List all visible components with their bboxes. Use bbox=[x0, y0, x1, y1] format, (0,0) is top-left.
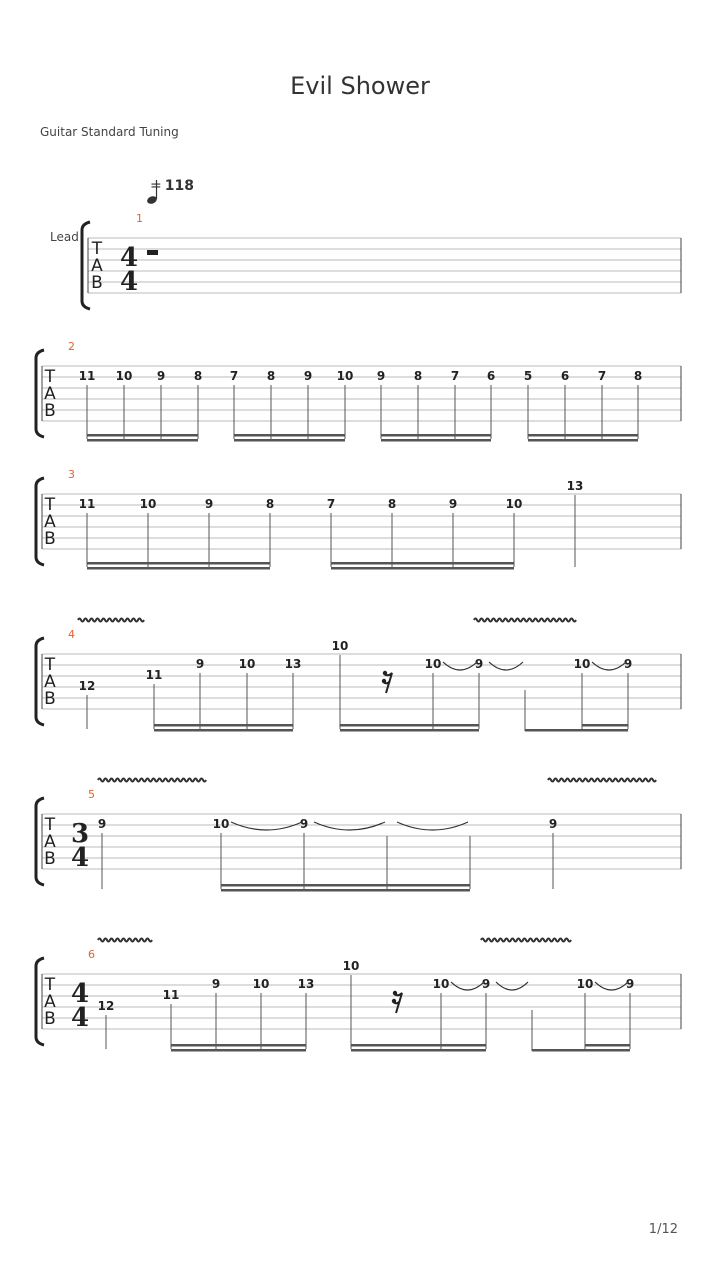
tempo-equals: = bbox=[150, 178, 162, 194]
fret-number: 13 bbox=[284, 657, 302, 671]
tab-letter: B bbox=[44, 401, 56, 421]
beam-secondary bbox=[171, 1049, 306, 1052]
fret-number: 9 bbox=[211, 977, 221, 991]
fret-number: 10 bbox=[342, 959, 360, 973]
beam-primary bbox=[87, 434, 198, 437]
tab-letter: B bbox=[44, 849, 56, 869]
vibrato-mark bbox=[481, 939, 571, 942]
fret-number: 9 bbox=[481, 977, 491, 991]
measure-number: 3 bbox=[68, 468, 75, 481]
system-bracket bbox=[36, 798, 44, 885]
time-sig-top: 4 bbox=[70, 979, 90, 1009]
fret-number: 10 bbox=[115, 369, 133, 383]
tab-letter: A bbox=[44, 384, 56, 404]
fret-number: 10 bbox=[331, 639, 349, 653]
rest-dot bbox=[393, 991, 397, 995]
fret-number: 12 bbox=[78, 679, 96, 693]
tab-letter: B bbox=[44, 529, 56, 549]
system-bracket bbox=[36, 958, 44, 1045]
fret-number: 9 bbox=[303, 369, 313, 383]
beam-secondary bbox=[381, 439, 491, 442]
measure-number: 4 bbox=[68, 628, 75, 641]
beam-primary bbox=[381, 434, 491, 437]
measure-number: 1 bbox=[136, 212, 143, 225]
fret-number: 9 bbox=[204, 497, 214, 511]
song-title: Evil Shower bbox=[290, 72, 430, 100]
system-bracket bbox=[82, 222, 90, 309]
fret-number: 10 bbox=[432, 977, 450, 991]
tab-letter: A bbox=[44, 992, 56, 1012]
beam-primary bbox=[154, 724, 293, 727]
tie-arc bbox=[595, 982, 628, 990]
fret-number: 11 bbox=[162, 988, 180, 1002]
track-label: Lead bbox=[50, 230, 79, 244]
fret-number: 10 bbox=[238, 657, 256, 671]
fret-number: 8 bbox=[193, 369, 203, 383]
beam-primary bbox=[234, 434, 345, 437]
tab-letter: A bbox=[44, 512, 56, 532]
page-number: 1/12 bbox=[648, 1222, 678, 1237]
tab-letter: T bbox=[44, 815, 56, 835]
fret-number: 5 bbox=[523, 369, 533, 383]
tab-letter: B bbox=[44, 689, 56, 709]
fret-number: 11 bbox=[78, 497, 96, 511]
fret-number: 11 bbox=[145, 668, 163, 682]
fret-number: 7 bbox=[450, 369, 460, 383]
vibrato-mark bbox=[98, 779, 206, 782]
beam-primary bbox=[87, 562, 270, 565]
beam-primary bbox=[528, 434, 638, 437]
tie-arc bbox=[496, 982, 528, 990]
tab-letter: T bbox=[44, 655, 56, 675]
fret-number: 12 bbox=[97, 999, 115, 1013]
tie-arc bbox=[231, 822, 302, 830]
fret-number: 10 bbox=[424, 657, 442, 671]
fret-number: 10 bbox=[573, 657, 591, 671]
vibrato-mark bbox=[98, 939, 152, 942]
beam-secondary bbox=[234, 439, 345, 442]
time-sig-top: 4 bbox=[119, 243, 139, 273]
fret-number: 10 bbox=[252, 977, 270, 991]
vibrato-mark bbox=[474, 619, 576, 622]
fret-number: 13 bbox=[566, 479, 584, 493]
tab-letter: T bbox=[44, 367, 56, 387]
beam-secondary bbox=[87, 439, 198, 442]
fret-number: 13 bbox=[297, 977, 315, 991]
time-sig-bottom: 4 bbox=[70, 843, 90, 873]
rest-dot bbox=[382, 679, 386, 683]
time-sig-bottom: 4 bbox=[119, 267, 139, 297]
fret-number: 10 bbox=[212, 817, 230, 831]
fret-number: 10 bbox=[505, 497, 523, 511]
fret-number: 9 bbox=[625, 977, 635, 991]
fret-number: 10 bbox=[139, 497, 157, 511]
time-sig-top: 3 bbox=[70, 819, 90, 849]
beam-primary bbox=[221, 884, 470, 887]
fret-number: 9 bbox=[376, 369, 386, 383]
tempo-value: 118 bbox=[164, 178, 194, 194]
fret-number: 7 bbox=[229, 369, 239, 383]
fret-number: 8 bbox=[387, 497, 397, 511]
tab-letter: B bbox=[91, 273, 103, 293]
fret-number: 9 bbox=[156, 369, 166, 383]
time-sig-bottom: 4 bbox=[70, 1003, 90, 1033]
beam-secondary bbox=[582, 724, 628, 727]
beam-secondary bbox=[585, 1044, 630, 1047]
fret-number: 10 bbox=[576, 977, 594, 991]
fret-number: 9 bbox=[97, 817, 107, 831]
fret-number: 8 bbox=[265, 497, 275, 511]
fret-number: 6 bbox=[486, 369, 496, 383]
tab-letter: T bbox=[91, 239, 103, 259]
beam-primary bbox=[525, 729, 628, 732]
beam-primary bbox=[351, 1044, 486, 1047]
beam-primary bbox=[340, 724, 479, 727]
vibrato-mark bbox=[548, 779, 656, 782]
tie-arc bbox=[489, 662, 523, 670]
tab-letter: T bbox=[44, 495, 56, 515]
tie-arc bbox=[443, 662, 477, 670]
fret-number: 9 bbox=[448, 497, 458, 511]
beam-secondary bbox=[331, 567, 514, 570]
fret-number: 9 bbox=[195, 657, 205, 671]
fret-number: 10 bbox=[336, 369, 354, 383]
measure-number: 5 bbox=[88, 788, 95, 801]
fret-number: 9 bbox=[474, 657, 484, 671]
system-bracket bbox=[36, 478, 44, 565]
beam-secondary bbox=[340, 729, 479, 732]
fret-number: 8 bbox=[413, 369, 423, 383]
tie-arc bbox=[451, 982, 484, 990]
beam-secondary bbox=[87, 567, 270, 570]
half-rest bbox=[147, 250, 158, 255]
fret-number: 6 bbox=[560, 369, 570, 383]
measure-number: 2 bbox=[68, 340, 75, 353]
fret-number: 9 bbox=[623, 657, 633, 671]
fret-number: 7 bbox=[326, 497, 336, 511]
tie-arc bbox=[397, 822, 468, 830]
fret-number: 9 bbox=[548, 817, 558, 831]
fret-number: 8 bbox=[266, 369, 276, 383]
beam-primary bbox=[331, 562, 514, 565]
measure-number: 6 bbox=[88, 948, 95, 961]
fret-number: 11 bbox=[78, 369, 96, 383]
tab-letter: A bbox=[91, 256, 103, 276]
fret-number: 8 bbox=[633, 369, 643, 383]
rest-dot bbox=[392, 999, 396, 1003]
tie-arc bbox=[592, 662, 626, 670]
system-bracket bbox=[36, 350, 44, 437]
tie-arc bbox=[314, 822, 385, 830]
tab-letter: T bbox=[44, 975, 56, 995]
beam-secondary bbox=[154, 729, 293, 732]
beam-primary bbox=[171, 1044, 306, 1047]
fret-number: 7 bbox=[597, 369, 607, 383]
tab-letter: B bbox=[44, 1009, 56, 1029]
system-bracket bbox=[36, 638, 44, 725]
beam-secondary bbox=[528, 439, 638, 442]
rest-dot bbox=[383, 671, 387, 675]
tab-letter: A bbox=[44, 832, 56, 852]
fret-number: 9 bbox=[299, 817, 309, 831]
tab-letter: A bbox=[44, 672, 56, 692]
beam-secondary bbox=[351, 1049, 486, 1052]
beam-secondary bbox=[221, 889, 470, 892]
tuning-label: Guitar Standard Tuning bbox=[40, 125, 179, 139]
vibrato-mark bbox=[78, 619, 144, 622]
beam-primary bbox=[532, 1049, 630, 1052]
